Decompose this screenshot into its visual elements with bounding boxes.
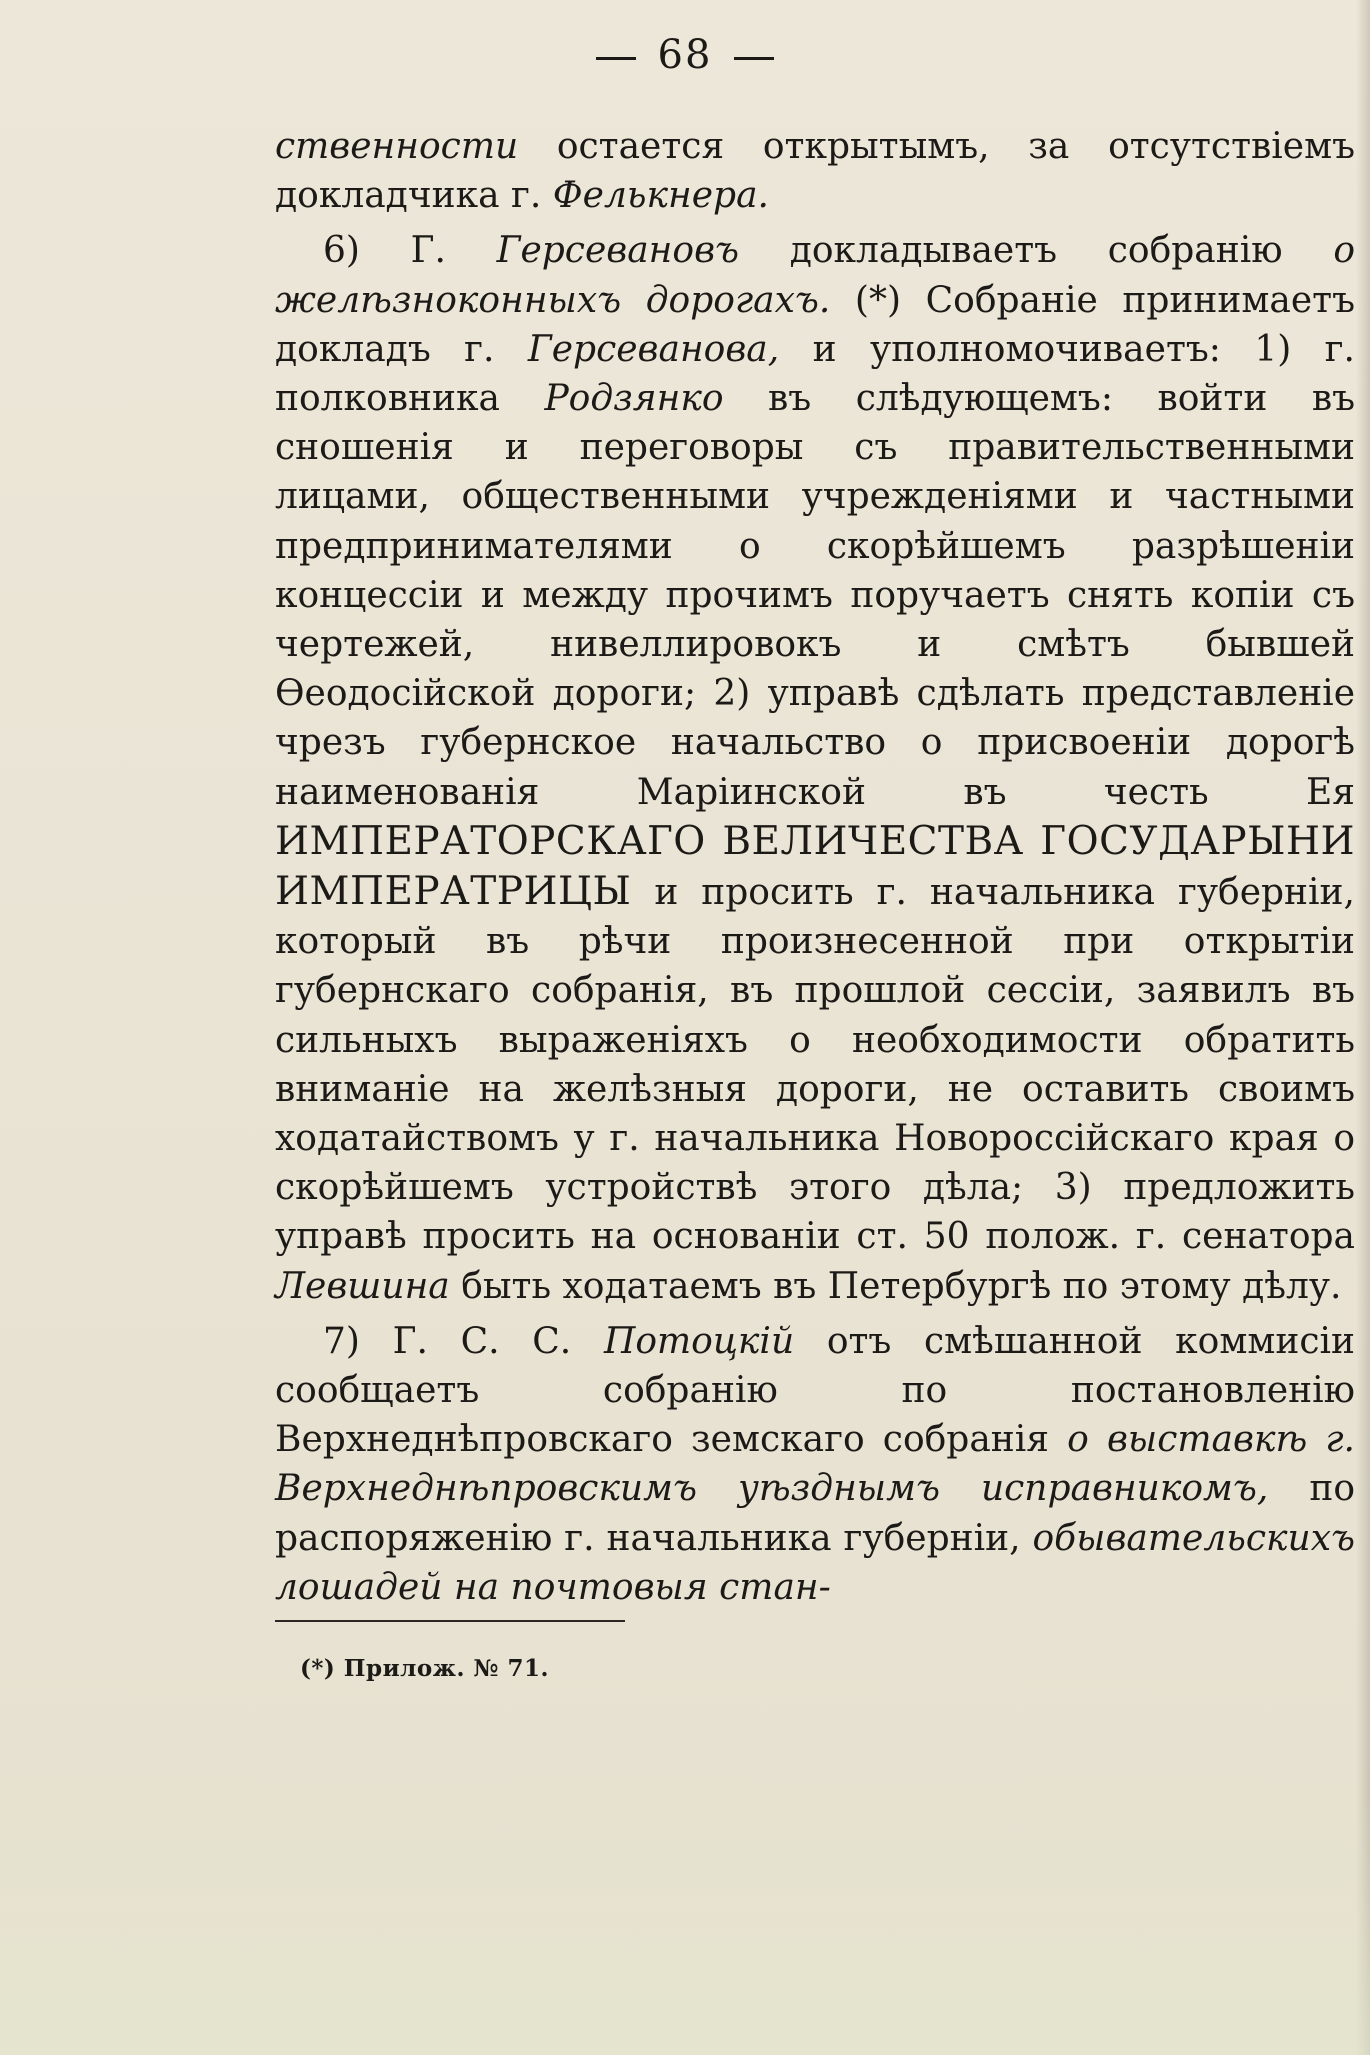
italic-name: Герсеванова, xyxy=(527,328,780,370)
italic-topic: обывательскихъ лошадей на почтовыя стан- xyxy=(275,1517,1355,1608)
italic-name: Левшина xyxy=(275,1265,450,1307)
paragraph-continuation xyxy=(275,122,1355,220)
item-number: 6) Г. xyxy=(323,230,497,272)
capitals-title: ИМПЕРАТОРСКАГО ВЕЛИЧЕСТВА ГОСУДАРЫНИ ИМПЕРАТРИЦЫ xyxy=(275,818,1355,915)
text-run: (*) Собраніе принимаетъ докладъ г. xyxy=(275,279,1355,370)
text-run: быть ходатаемъ въ Петербургѣ по этому дѣлу. xyxy=(449,1265,1342,1307)
text-run: и уполномочиваетъ: 1) г. полковника xyxy=(275,328,1355,420)
italic-name: Потоцкій xyxy=(603,1320,795,1362)
page-number: 68 xyxy=(657,32,713,78)
item-number: 7) Г. С. С. xyxy=(323,1320,604,1362)
text-run: и просить г. начальника губерніи, который въ рѣчи произнесенной при открытіи губернскаго собранія, въ прошлой сессіи, заявилъ въ сильныхъ выраженіяхъ о необходимости обратить вниманіе на желѣзныя дороги, не оставить своимъ ходатайствомъ у г. начальника Новороссійскаго края о скорѣйшемъ устройствѣ этого дѣла; 3) предложить управѣ просить на основаніи ст. 50 полож. г. сенатора xyxy=(275,872,1355,1258)
paragraph-item-6 xyxy=(275,226,1355,1310)
paragraph-item-7 xyxy=(275,1317,1355,1612)
page-edge-shadow xyxy=(1356,0,1370,2055)
italic-name: Герсевановъ xyxy=(496,230,740,272)
paper-tint xyxy=(0,1795,1370,2055)
text-run: остается открытымъ, за отсутствіемъ докладчика г. xyxy=(275,126,1355,217)
italic-name: Родзянко xyxy=(544,378,724,420)
italic-term: ственности xyxy=(275,126,519,167)
italic-name: Фелькнера. xyxy=(552,175,769,217)
text-run: по распоряженію г. начальника губерніи, xyxy=(275,1468,1355,1559)
text-run: въ слѣдующемъ: войти въ сношенія и переговоры съ правительственными лицами, общественными учрежденіями и частными предпринимателями о скорѣйшемъ разрѣшеніи концессіи и между прочимъ поручаетъ снять копіи съ чертежей, нивеллировокъ и смѣтъ бывшей Өеодосійской дороги; 2) управѣ сдѣлать представленіе чрезъ губернское начальство о присвоеніи дорогѣ наименованія Маріинской въ честь Ея xyxy=(275,378,1356,813)
header-dash-left xyxy=(596,57,636,60)
page-header xyxy=(0,32,1370,78)
body-text xyxy=(275,122,1355,1618)
text-run: отъ смѣшанной коммисіи сообщаетъ собранію по постановленію Верхнеднѣпровскаго земскаго собранія xyxy=(275,1320,1355,1461)
footnote-divider xyxy=(275,1620,625,1622)
footnote: (*) Прилож. № 71. xyxy=(300,1655,549,1682)
italic-topic: о желѣзноконныхъ дорогахъ. xyxy=(275,230,1355,321)
header-dash-right xyxy=(734,57,774,60)
text-run: докладываетъ собранію xyxy=(739,230,1334,272)
italic-topic: о выставкѣ г. Верхнеднѣпровскимъ уѣзднымъ исправникомъ, xyxy=(275,1419,1355,1510)
